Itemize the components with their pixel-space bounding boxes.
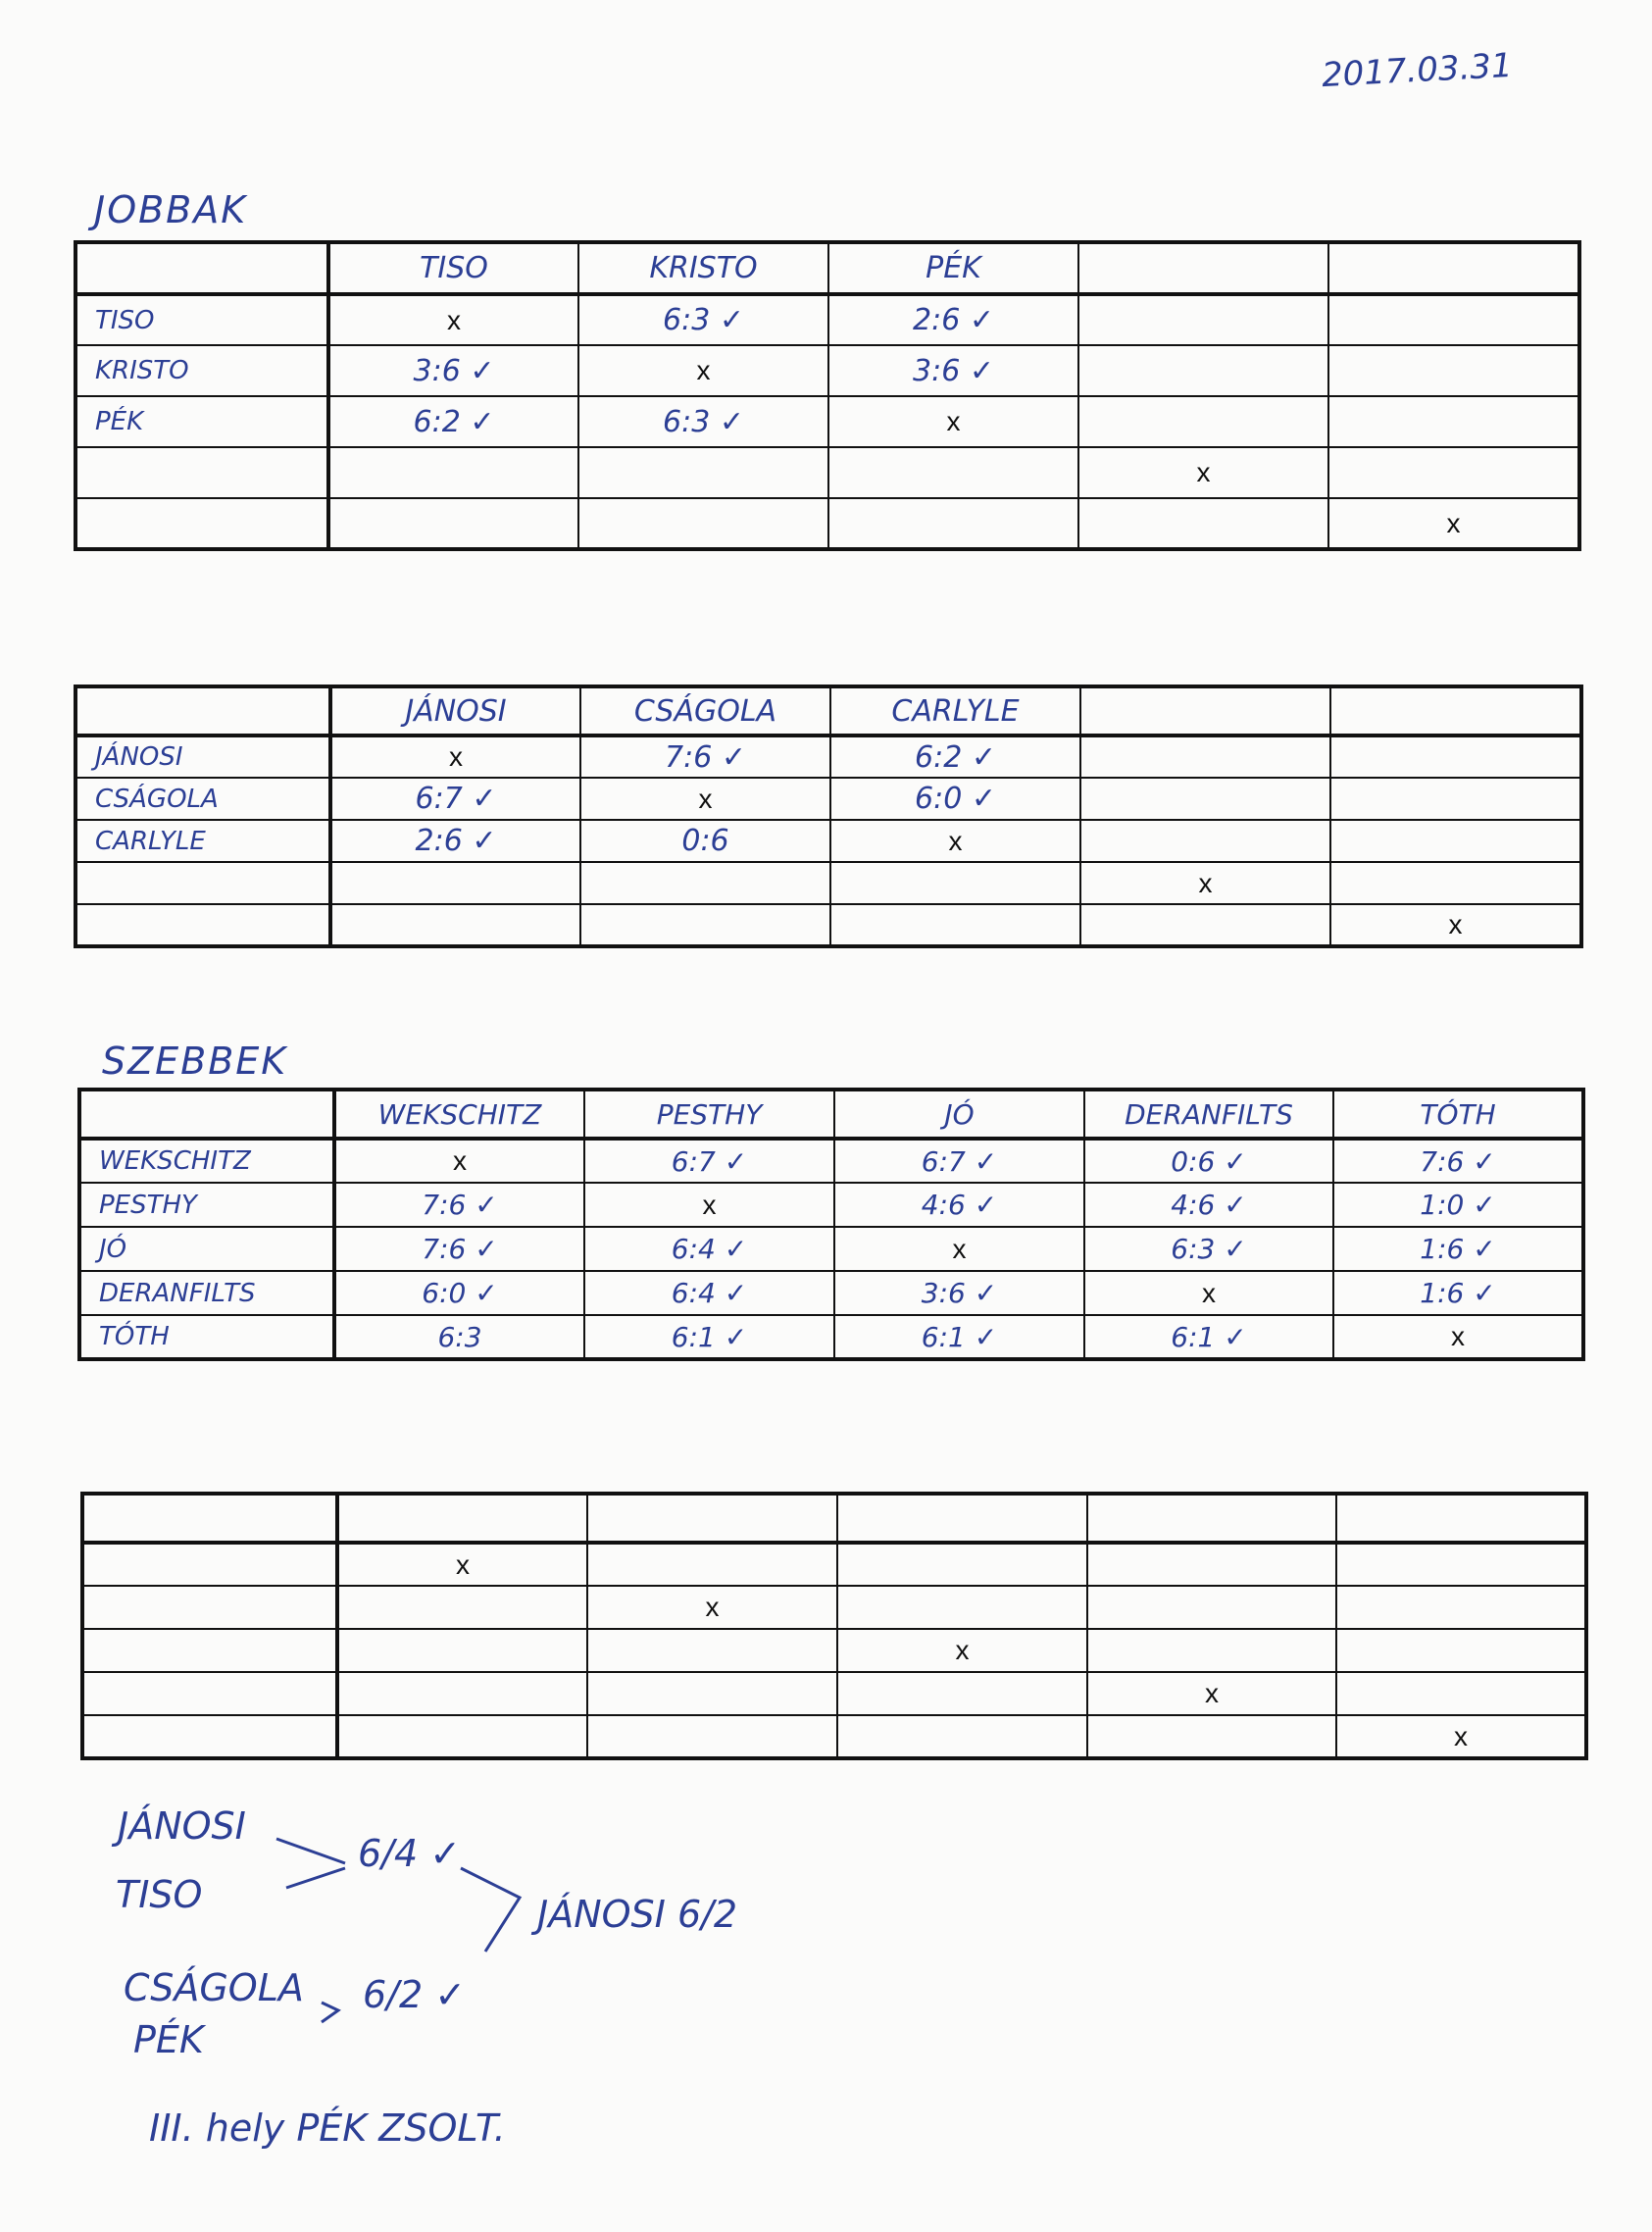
semi1-score: 6/4 ✓: [358, 1832, 462, 1875]
column-header: JÁNOSI: [330, 686, 580, 736]
group1-title: JOBBAK: [94, 188, 248, 231]
semi1-top-player: JÁNOSI: [118, 1804, 246, 1848]
score-cell: 6:3: [334, 1315, 584, 1359]
score-cell: 6:7 ✓: [330, 778, 580, 820]
self-match-cell: x: [1328, 498, 1579, 549]
column-header: PESTHY: [584, 1090, 834, 1139]
self-match-cell: x: [587, 1586, 837, 1629]
self-match-cell: x: [580, 778, 830, 820]
score-cell: 7:6 ✓: [580, 736, 830, 778]
score-cell: 6:0 ✓: [830, 778, 1080, 820]
score-cell: 7:6 ✓: [334, 1227, 584, 1271]
row-player-name: KRISTO: [75, 345, 328, 396]
score-cell: 6:4 ✓: [584, 1271, 834, 1315]
semi2-bottom-player: PÉK: [133, 2018, 204, 2061]
column-header: DERANFILTS: [1084, 1090, 1333, 1139]
score-cell: 6:2 ✓: [328, 396, 578, 447]
self-match-cell: x: [828, 396, 1078, 447]
score-cell: 0:6 ✓: [1084, 1139, 1333, 1183]
row-player-name: PÉK: [75, 396, 328, 447]
score-cell: 6:2 ✓: [830, 736, 1080, 778]
score-cell: 6:0 ✓: [334, 1271, 584, 1315]
self-match-cell: x: [337, 1543, 587, 1586]
semi2-top-player: CSÁGOLA: [124, 1966, 304, 2009]
self-match-cell: x: [334, 1139, 584, 1183]
score-cell: 6:1 ✓: [584, 1315, 834, 1359]
score-cell: 6:1 ✓: [1084, 1315, 1333, 1359]
column-header: JÓ: [834, 1090, 1084, 1139]
sheet-date: 2017.03.31: [1321, 45, 1514, 96]
column-header: TISO: [328, 242, 578, 294]
self-match-cell: x: [830, 820, 1080, 862]
score-cell: 1:6 ✓: [1333, 1227, 1583, 1271]
score-cell: 2:6 ✓: [828, 294, 1078, 345]
score-cell: 1:6 ✓: [1333, 1271, 1583, 1315]
score-cell: 6:7 ✓: [834, 1139, 1084, 1183]
score-cell: 4:6 ✓: [1084, 1183, 1333, 1227]
column-header: TÓTH: [1333, 1090, 1583, 1139]
score-cell: 3:6 ✓: [834, 1271, 1084, 1315]
column-header: KRISTO: [578, 242, 828, 294]
column-header: CARLYLE: [830, 686, 1080, 736]
row-player-name: WEKSCHITZ: [79, 1139, 334, 1183]
final-result: JÁNOSI 6/2: [537, 1893, 738, 1936]
row-player-name: PESTHY: [79, 1183, 334, 1227]
self-match-cell: x: [328, 294, 578, 345]
self-match-cell: x: [578, 345, 828, 396]
score-cell: 0:6: [580, 820, 830, 862]
self-match-cell: x: [834, 1227, 1084, 1271]
score-cell: 2:6 ✓: [330, 820, 580, 862]
self-match-cell: x: [1333, 1315, 1583, 1359]
row-player-name: CSÁGOLA: [75, 778, 330, 820]
self-match-cell: x: [584, 1183, 834, 1227]
self-match-cell: x: [1080, 862, 1330, 904]
score-cell: 6:3 ✓: [1084, 1227, 1333, 1271]
column-header: WEKSCHITZ: [334, 1090, 584, 1139]
semi2-score: 6/2 ✓: [363, 1973, 467, 2016]
self-match-cell: x: [330, 736, 580, 778]
score-cell: 1:0 ✓: [1333, 1183, 1583, 1227]
row-player-name: TISO: [75, 294, 328, 345]
score-cell: 6:1 ✓: [834, 1315, 1084, 1359]
score-cell: 3:6 ✓: [828, 345, 1078, 396]
self-match-cell: x: [1330, 904, 1581, 946]
self-match-cell: x: [1084, 1271, 1333, 1315]
self-match-cell: x: [1078, 447, 1328, 498]
row-player-name: DERANFILTS: [79, 1271, 334, 1315]
score-cell: 6:7 ✓: [584, 1139, 834, 1183]
score-cell: 7:6 ✓: [334, 1183, 584, 1227]
row-player-name: CARLYLE: [75, 820, 330, 862]
row-player-name: TÓTH: [79, 1315, 334, 1359]
column-header: PÉK: [828, 242, 1078, 294]
score-cell: 6:4 ✓: [584, 1227, 834, 1271]
score-cell: 6:3 ✓: [578, 396, 828, 447]
group3-title: SZEBBEK: [102, 1040, 288, 1083]
score-cell: 3:6 ✓: [328, 345, 578, 396]
third-place-note: III. hely PÉK ZSOLT.: [149, 2106, 506, 2150]
column-header: CSÁGOLA: [580, 686, 830, 736]
self-match-cell: x: [1087, 1672, 1336, 1715]
self-match-cell: x: [1336, 1715, 1586, 1758]
self-match-cell: x: [837, 1629, 1087, 1672]
score-cell: 7:6 ✓: [1333, 1139, 1583, 1183]
row-player-name: JÁNOSI: [75, 736, 330, 778]
semi1-bottom-player: TISO: [116, 1873, 203, 1916]
score-cell: 4:6 ✓: [834, 1183, 1084, 1227]
score-cell: 6:3 ✓: [578, 294, 828, 345]
row-player-name: JÓ: [79, 1227, 334, 1271]
